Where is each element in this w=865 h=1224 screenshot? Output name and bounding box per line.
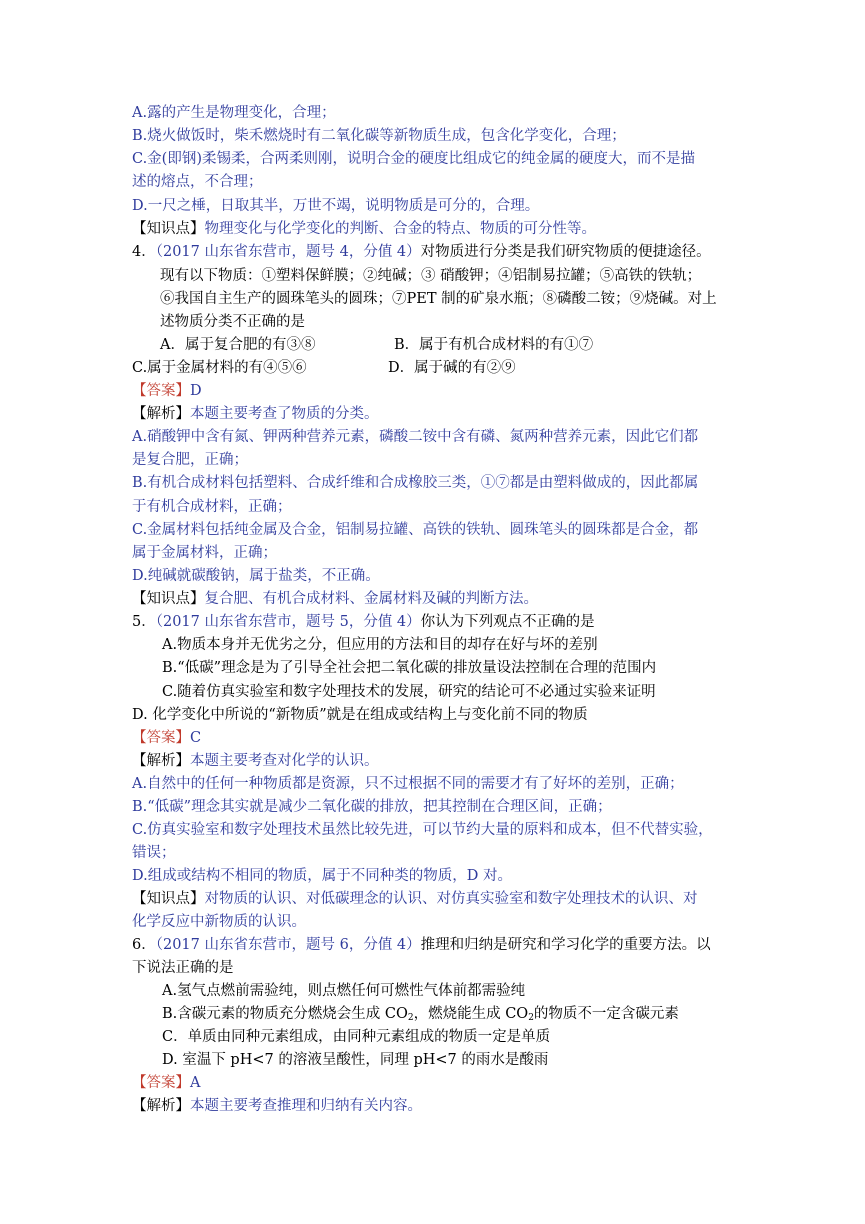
q4-analysis-a-line2: 是复合肥，正确；: [132, 452, 248, 468]
q4-stem-line2: 现有以下物质：①塑料保鲜膜；②纯碱；③ 硝酸钾；④铝制易拉罐；⑤高铁的铁轨；: [160, 268, 702, 284]
q3-analysis-c-line1: C.金(即钢)柔锡柔，合两柔则刚，说明合金的硬度比组成它的纯金属的硬度大，而不是描: [132, 151, 695, 167]
knowledge-point-tag: 【知识点】: [132, 891, 205, 907]
q4-knowledge-point: [132, 589, 538, 609]
q5-answer: [132, 728, 201, 748]
q5-knowledge-point-line1: [132, 889, 698, 909]
question-number: 5．: [132, 614, 156, 630]
analysis-text: 本题主要考查对化学的认识。: [190, 753, 379, 769]
q6-option-c: C．单质由同种元素组成，由同种元素组成的物质一定是单质: [162, 1029, 551, 1045]
analysis-tag: 【解析】: [132, 406, 190, 422]
question-source: （2017 山东省东营市，题号 5，分值 4）: [155, 614, 421, 630]
q4-stem-line1: [132, 242, 711, 262]
question-source: （2017 山东省东营市，题号 4，分值 4）: [155, 244, 421, 260]
knowledge-point-text: 物理变化与化学变化的判断、合金的特点、物质的可分性等。: [204, 221, 596, 237]
q6-option-d: D. 室温下 pH<7 的溶液呈酸性，同理 pH<7 的雨水是酸雨: [162, 1052, 549, 1068]
q5-analysis-intro: [132, 751, 379, 771]
knowledge-point-tag: 【知识点】: [132, 221, 205, 237]
knowledge-point-text: 复合肥、有机合成材料、金属材料及碱的判断方法。: [204, 591, 538, 607]
question-source: （2017 山东省东营市，题号 6，分值 4）: [155, 937, 421, 953]
q3-analysis-b: B.烧火做饭时，柴禾燃烧时有二氧化碳等新物质生成，包含化学变化，合理；: [132, 128, 626, 144]
q5-option-a: A.物质本身并无优劣之分，但应用的方法和目的却存在好与坏的差别: [162, 637, 598, 653]
q5-analysis-b: B.“低碳”理念其实就是减少二氧化碳的排放，把其控制在合理区间，正确；: [132, 799, 612, 815]
analysis-text: 本题主要考查了物质的分类。: [190, 406, 379, 422]
q5-analysis-c-line1: C.仿真实验室和数字处理技术虽然比较先进，可以节约大量的原料和成本，但不代替实验，: [132, 822, 713, 838]
q4-option-b: B．属于有机合成材料的有①⑦: [394, 337, 594, 353]
question-stem: 推理和归纳是研究和学习化学的重要方法。以: [420, 937, 711, 953]
q3-analysis-a: A.露的产生是物理变化，合理；: [132, 105, 336, 121]
answer-value: A: [190, 1075, 201, 1091]
q4-option-c: C.属于金属材料的有④⑤⑥: [132, 360, 307, 376]
knowledge-point-tag: 【知识点】: [132, 591, 205, 607]
q5-analysis-d: D.组成或结构不相同的物质，属于不同种类的物质，D 对。: [132, 868, 512, 884]
q6-answer: [132, 1073, 200, 1093]
option-b-text-part2: ，燃烧能生成 CO: [413, 1006, 529, 1022]
answer-value: D: [190, 383, 202, 399]
q6-stem-line2: 下说法正确的是: [132, 960, 234, 976]
option-b-text-part1: B.含碳元素的物质充分燃烧会生成 CO: [162, 1006, 408, 1022]
q3-knowledge-point: [132, 219, 596, 239]
q6-stem-line1: [132, 935, 711, 955]
analysis-text: 本题主要考查推理和归纳有关内容。: [190, 1098, 422, 1114]
question-number: 4．: [132, 244, 156, 260]
q6-analysis-intro: [132, 1096, 422, 1116]
q5-option-b: B.“低碳”理念是为了引导全社会把二氧化碳的排放量设法控制在合理的范围内: [162, 660, 657, 676]
q3-analysis-d: D.一尺之棰，日取其半，万世不竭，说明物质是可分的，合理。: [132, 198, 540, 214]
q4-option-a: A．属于复合肥的有③⑧: [160, 337, 316, 353]
q4-analysis-b-line2: 于有机合成材料，正确；: [132, 499, 292, 515]
q4-stem-line3: ⑥我国自主生产的圆珠笔头的圆珠；⑦PET 制的矿泉水瓶；⑧磷酸二铵；⑨烧碱。对上: [160, 291, 717, 307]
q5-option-c: C.随着仿真实验室和数字处理技术的发展，研究的结论可不必通过实验来证明: [162, 684, 656, 700]
question-stem: 对物质进行分类是我们研究物质的便捷途径。: [420, 244, 711, 260]
answer-value: C: [190, 730, 202, 746]
q5-knowledge-point-line2: 化学反应中新物质的认识。: [132, 914, 306, 930]
knowledge-point-text: 对物质的认识、对低碳理念的认识、对仿真实验室和数字处理技术的认识、对: [204, 891, 698, 907]
q4-analysis-c-line1: C.金属材料包括纯金属及合金，铝制易拉罐、高铁的铁轨、圆珠笔头的圆珠都是合金，都: [132, 522, 699, 538]
option-b-text-part3: 的物质不一定含碳元素: [533, 1006, 679, 1022]
q5-stem: [132, 612, 595, 632]
subscript-2: 2: [407, 1013, 414, 1023]
q4-stem-line4: 述物质分类不正确的是: [160, 314, 305, 330]
answer-tag: 【答案】: [132, 383, 190, 399]
answer-tag: 【答案】: [132, 730, 190, 746]
q3-analysis-c-line2: 述的熔点，不合理；: [132, 174, 263, 190]
q5-analysis-a: A.自然中的任何一种物质都是资源，只不过根据不同的需要才有了好坏的差别，正确；: [132, 776, 684, 792]
subscript-2: 2: [528, 1013, 534, 1023]
q5-analysis-c-line2: 错误；: [132, 845, 176, 861]
q4-option-d: D．属于碱的有②⑨: [388, 360, 516, 376]
analysis-tag: 【解析】: [132, 753, 190, 769]
question-stem: 你认为下列观点不正确的是: [420, 614, 595, 630]
q4-answer: [132, 381, 202, 401]
q4-analysis-d: D.纯碱就碳酸钠，属于盐类，不正确。: [132, 568, 380, 584]
question-number: 6．: [132, 937, 156, 953]
answer-tag: 【答案】: [132, 1075, 190, 1091]
q4-analysis-a-line1: A.硝酸钾中含有氮、钾两种营养元素，磷酸二铵中含有磷、氮两种营养元素，因此它们都: [132, 429, 699, 445]
q6-option-b: [162, 1004, 679, 1028]
q4-analysis-c-line2: 属于金属材料，正确；: [132, 545, 277, 561]
q4-analysis-b-line1: B.有机合成材料包括塑料、合成纤维和合成橡胶三类，①⑦都是由塑料做成的，因此都属: [132, 475, 699, 491]
q5-option-d: D. 化学变化中所说的“新物质”就是在组成或结构上与变化前不同的物质: [132, 707, 588, 723]
q4-analysis-intro: [132, 404, 379, 424]
analysis-tag: 【解析】: [132, 1098, 190, 1114]
q6-option-a: A.氢气点燃前需验纯，则点燃任何可燃性气体前都需验纯: [162, 983, 526, 999]
